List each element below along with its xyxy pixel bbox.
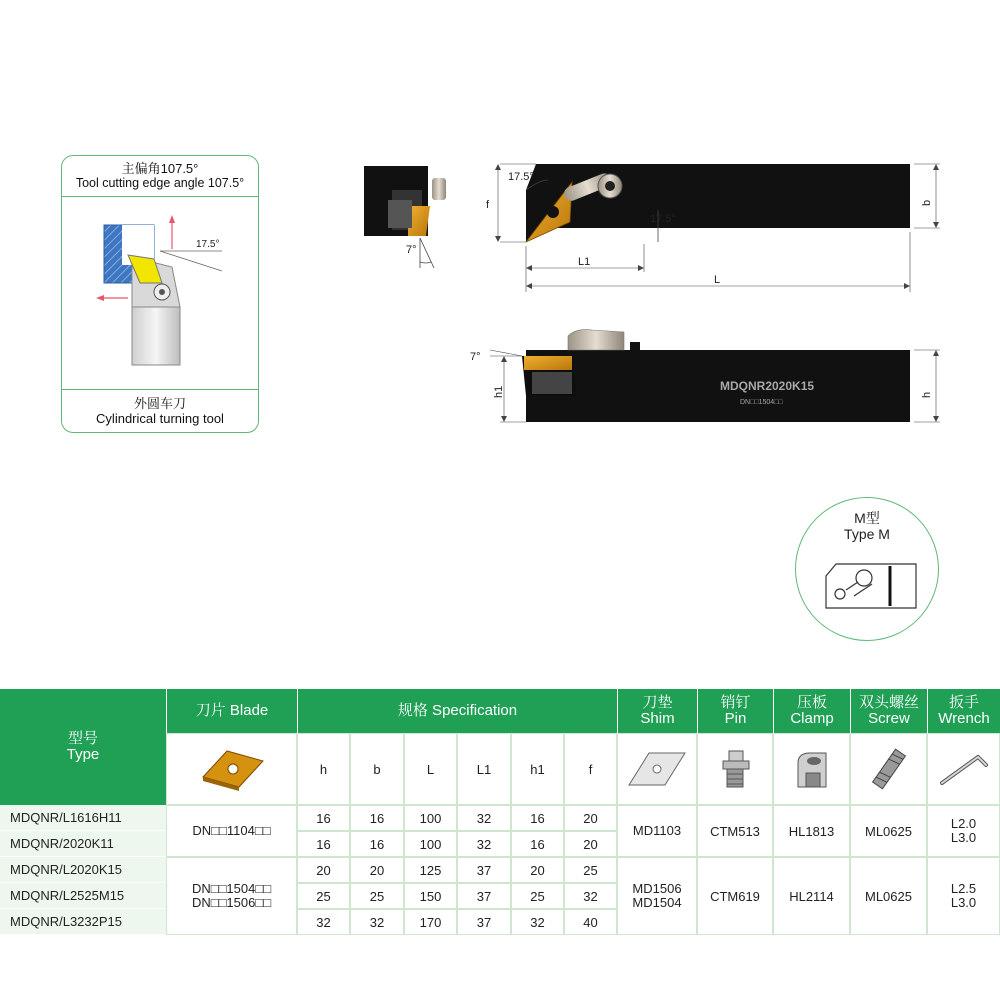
spec-col-f: f [564, 733, 617, 805]
type-m-clamp-icon [816, 556, 926, 616]
blade-insert-icon [197, 747, 267, 791]
card-title-en: Tool cutting edge angle 107.5° [75, 176, 245, 190]
table-cell-f: 25 [564, 857, 617, 883]
table-row-type: MDQNR/L3232P15 [0, 909, 166, 935]
header-type [0, 689, 166, 805]
wrench-code-line: L2.0 [950, 816, 977, 831]
pin-code: CTM513 [697, 805, 773, 857]
table-cell-L1: 37 [457, 857, 511, 883]
spec-col-b: b [350, 733, 404, 805]
table-cell-L1: 32 [457, 831, 511, 857]
clamp-code: HL2114 [773, 857, 850, 935]
clamp-code: HL1813 [773, 805, 850, 857]
clamp-icon [792, 747, 832, 791]
blade-code-line: DN□□1104□□ [192, 823, 271, 838]
angle-17-5-top: 17.5° [508, 171, 534, 183]
cutting-schematic [62, 197, 258, 389]
table-cell-b: 25 [350, 883, 404, 909]
pin-icon [715, 747, 755, 791]
screw-image-cell [850, 733, 927, 805]
header-screw [850, 689, 927, 733]
angle-7-side-view: 7° [470, 351, 481, 363]
dim-h1: h1 [493, 385, 505, 398]
table-cell-h1: 32 [511, 909, 564, 935]
table-cell-h: 20 [297, 857, 350, 883]
wrench-code [927, 805, 1000, 857]
table-cell-L: 100 [404, 831, 457, 857]
wrench-icon [936, 749, 992, 789]
shim-code-line: MD1103 [632, 823, 682, 838]
dim-h: h [921, 391, 933, 398]
card-footer-cn: 外圆车刀 [133, 396, 186, 411]
blade-image-cell [166, 733, 297, 805]
specification-table [0, 689, 1000, 937]
blade-code [166, 857, 297, 935]
table-cell-L: 150 [404, 883, 457, 909]
header-wrench-en: Wrench [938, 710, 990, 727]
table-cell-h1: 25 [511, 883, 564, 909]
screw-code: ML0625 [850, 857, 927, 935]
table-cell-h: 32 [297, 909, 350, 935]
header-pin-cn: 销钉 [720, 694, 751, 711]
table-cell-L: 125 [404, 857, 457, 883]
wrench-code-line: L3.0 [950, 895, 977, 910]
table-cell-f: 20 [564, 805, 617, 831]
table-cell-b: 32 [350, 909, 404, 935]
table-cell-L1: 37 [457, 909, 511, 935]
card-footer-en: Cylindrical turning tool [96, 411, 224, 426]
header-pin-en: Pin [724, 710, 747, 727]
table-cell-h1: 16 [511, 805, 564, 831]
table-cell-f: 20 [564, 831, 617, 857]
blade-code-line: DN□□1506□□ [191, 895, 272, 910]
holder-marking: MDQNR2020K15 [720, 379, 815, 393]
dim-L: L [714, 274, 721, 286]
header-wrench [927, 689, 1000, 733]
header-blade: 刀片 Blade [166, 689, 297, 733]
table-row-type: MDQNR/L1616H11 [0, 805, 166, 831]
header-shim-cn: 刀垫 [642, 694, 673, 711]
table-cell-h1: 20 [511, 857, 564, 883]
table-cell-f: 40 [564, 909, 617, 935]
table-cell-b: 16 [350, 831, 404, 857]
shim-code-line: MD1506 [632, 881, 682, 896]
dim-f: f [486, 199, 490, 211]
header-screw-cn: 双头螺丝 [858, 694, 919, 711]
table-cell-L1: 37 [457, 883, 511, 909]
header-shim-en: Shim [640, 710, 675, 727]
screw-code: ML0625 [850, 805, 927, 857]
tool-holder-drawing [340, 150, 960, 440]
card-angle-label: 17.5° [196, 239, 220, 250]
side-view [470, 330, 940, 422]
spec-col-L: L [404, 733, 457, 805]
wrench-image-cell [927, 733, 1000, 805]
table-cell-L1: 32 [457, 805, 511, 831]
table-row-type: MDQNR/L2020K15 [0, 857, 166, 883]
type-m-cn: M型 [854, 510, 880, 526]
table-cell-b: 16 [350, 805, 404, 831]
dim-L1: L1 [578, 256, 591, 268]
dim-b: b [921, 199, 933, 206]
header-type-cn: 型号 [67, 730, 98, 747]
table-cell-L: 100 [404, 805, 457, 831]
spec-col-L1: L1 [457, 733, 511, 805]
header-spec: 规格 Specification [297, 689, 617, 733]
card-title-cn: 主偏角107.5° [121, 161, 199, 176]
angle-7-end-view: 7° [406, 244, 417, 256]
spec-col-h: h [297, 733, 350, 805]
wrench-code-line: L2.5 [950, 881, 977, 896]
clamp-image-cell [773, 733, 850, 805]
header-type-en: Type [66, 746, 100, 763]
end-view [364, 166, 446, 268]
holder-sub-marking: DN□□1504□□ [740, 399, 783, 406]
shim-code [617, 857, 697, 935]
header-clamp-en: Clamp [790, 710, 834, 727]
card-footer [62, 389, 258, 432]
cutting-angle-card [61, 155, 259, 433]
card-header [62, 156, 258, 197]
pin-image-cell [697, 733, 773, 805]
header-clamp-cn: 压板 [796, 694, 827, 711]
pin-code: CTM619 [697, 857, 773, 935]
blade-code-line: DN□□1504□□ [191, 881, 272, 896]
wrench-code-line: L3.0 [950, 830, 977, 845]
type-m-en: Type M [844, 526, 890, 542]
table-row-type: MDQNR/2020K11 [0, 831, 166, 857]
wrench-code [927, 857, 1000, 935]
table-cell-h: 25 [297, 883, 350, 909]
type-m-badge [795, 497, 939, 641]
table-cell-f: 32 [564, 883, 617, 909]
shim-code-line: MD1504 [632, 895, 682, 910]
spec-col-h1: h1 [511, 733, 564, 805]
table-cell-h1: 16 [511, 831, 564, 857]
shim-icon [625, 749, 689, 789]
table-cell-b: 20 [350, 857, 404, 883]
shim-image-cell [617, 733, 697, 805]
table-cell-h: 16 [297, 831, 350, 857]
table-row-type: MDQNR/L2525M15 [0, 883, 166, 909]
header-pin [697, 689, 773, 733]
table-cell-h: 16 [297, 805, 350, 831]
shim-code [617, 805, 697, 857]
angle-17-5-side: 17.5° [650, 213, 676, 225]
header-screw-en: Screw [868, 710, 910, 727]
header-clamp [773, 689, 850, 733]
header-wrench-cn: 扳手 [948, 694, 979, 711]
header-shim [617, 689, 697, 733]
blade-code [166, 805, 297, 857]
table-cell-L: 170 [404, 909, 457, 935]
top-view [486, 164, 940, 292]
screw-icon [869, 747, 909, 791]
